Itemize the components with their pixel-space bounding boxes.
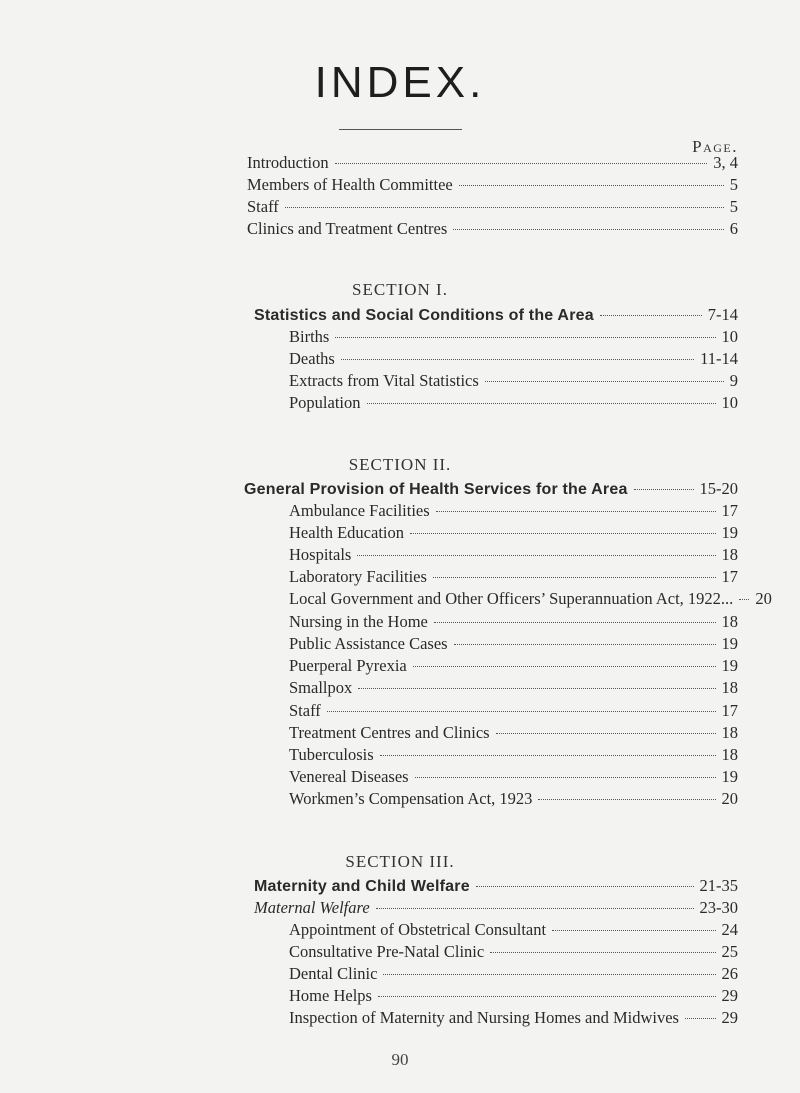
index-entry bbox=[247, 218, 738, 240]
entry-page: 5 bbox=[729, 175, 738, 194]
entry-page: 17 bbox=[721, 701, 738, 720]
dot-leader bbox=[454, 643, 716, 645]
entry-page: 20 bbox=[721, 789, 738, 808]
entry-label: Hospitals bbox=[289, 545, 352, 564]
dot-leader bbox=[335, 162, 708, 164]
entry-page: 11-14 bbox=[700, 349, 738, 368]
entry-label: Staff bbox=[289, 701, 321, 720]
index-entry bbox=[289, 522, 738, 544]
entry-label: Population bbox=[289, 393, 361, 412]
dot-leader bbox=[434, 621, 716, 623]
entry-page: 18 bbox=[721, 545, 738, 564]
index-entry bbox=[289, 788, 738, 810]
index-entry bbox=[289, 326, 738, 348]
entry-label: Extracts from Vital Statistics bbox=[289, 371, 479, 390]
entry-label: Local Government and Other Officers’ Superannuation Act, 1922... bbox=[289, 589, 734, 608]
index-entry bbox=[289, 348, 738, 370]
entry-label: Workmen’s Compensation Act, 1923 bbox=[289, 789, 533, 808]
entry-page: 21-35 bbox=[699, 876, 738, 895]
entry-page: 20 bbox=[755, 589, 772, 608]
entry-page: 17 bbox=[721, 501, 738, 520]
entry-page: 18 bbox=[721, 612, 738, 631]
dot-leader bbox=[380, 754, 716, 756]
index-entry bbox=[289, 611, 738, 633]
index-entry bbox=[289, 941, 738, 963]
entry-page: 10 bbox=[721, 393, 738, 412]
entry-page: 18 bbox=[721, 723, 738, 742]
page-title: INDEX. bbox=[314, 58, 486, 107]
dot-leader bbox=[453, 228, 723, 230]
dot-leader bbox=[378, 995, 716, 997]
entry-label: Treatment Centres and Clinics bbox=[289, 723, 490, 742]
entry-page: 23-30 bbox=[699, 898, 738, 917]
entry-label: Members of Health Committee bbox=[247, 175, 453, 194]
section-heading: SECTION II. bbox=[348, 455, 452, 474]
dot-leader bbox=[600, 314, 702, 316]
index-entry bbox=[289, 744, 738, 766]
page-number: 90 bbox=[391, 1050, 409, 1069]
dot-leader bbox=[433, 576, 716, 578]
index-entry bbox=[254, 897, 738, 919]
dot-leader bbox=[415, 776, 716, 778]
entry-label: Home Helps bbox=[289, 986, 372, 1005]
entry-label: Venereal Diseases bbox=[289, 767, 409, 786]
section-heading: SECTION I. bbox=[352, 280, 448, 299]
index-entry bbox=[244, 478, 738, 500]
page-column-header: Page. bbox=[692, 137, 738, 156]
index-entry bbox=[289, 544, 738, 566]
index-entry bbox=[289, 985, 738, 1007]
index-entry bbox=[289, 766, 738, 788]
index-entry bbox=[289, 700, 738, 722]
entry-page: 10 bbox=[721, 327, 738, 346]
index-entry bbox=[289, 919, 738, 941]
entry-label: Tuberculosis bbox=[289, 745, 374, 764]
dot-leader bbox=[552, 929, 715, 931]
dot-leader bbox=[634, 488, 694, 490]
dot-leader bbox=[383, 973, 715, 975]
index-entry bbox=[289, 588, 772, 610]
entry-page: 15-20 bbox=[699, 479, 738, 498]
entry-label: Maternity and Child Welfare bbox=[254, 878, 470, 895]
entry-label: Staff bbox=[247, 197, 279, 216]
entry-label: Nursing in the Home bbox=[289, 612, 428, 631]
index-entry bbox=[247, 196, 738, 218]
entry-page: 25 bbox=[721, 942, 738, 961]
entry-label: Births bbox=[289, 327, 330, 346]
entry-label: Clinics and Treatment Centres bbox=[247, 219, 448, 238]
dot-leader bbox=[459, 184, 724, 186]
dot-leader bbox=[367, 402, 716, 404]
index-entry bbox=[289, 392, 738, 414]
dot-leader bbox=[376, 907, 694, 909]
entry-label: Ambulance Facilities bbox=[289, 501, 430, 520]
entry-page: 19 bbox=[721, 523, 738, 542]
dot-leader bbox=[341, 358, 694, 360]
index-entry bbox=[289, 566, 738, 588]
entry-label: Laboratory Facilities bbox=[289, 567, 427, 586]
entry-page: 9 bbox=[729, 371, 738, 390]
dot-leader bbox=[413, 665, 716, 667]
dot-leader bbox=[496, 732, 716, 734]
title-rule bbox=[339, 129, 462, 130]
index-entry bbox=[254, 875, 738, 897]
index-entry bbox=[289, 500, 738, 522]
dot-leader bbox=[285, 206, 724, 208]
dot-leader bbox=[485, 380, 724, 382]
index-entry bbox=[289, 633, 738, 655]
index-entry bbox=[247, 174, 738, 196]
dot-leader bbox=[490, 951, 715, 953]
index-entry bbox=[289, 1007, 738, 1029]
index-entry bbox=[254, 304, 738, 326]
entry-page: 29 bbox=[721, 986, 738, 1005]
entry-label: Appointment of Obstetrical Consultant bbox=[289, 920, 547, 939]
dot-leader bbox=[476, 885, 694, 887]
entry-label: Dental Clinic bbox=[289, 964, 378, 983]
section-heading: SECTION III. bbox=[345, 852, 455, 871]
index-entry bbox=[289, 370, 738, 392]
entry-page: 19 bbox=[721, 634, 738, 653]
entry-page: 18 bbox=[721, 678, 738, 697]
entry-label: Deaths bbox=[289, 349, 335, 368]
entry-label: Inspection of Maternity and Nursing Homes and Midwives bbox=[289, 1008, 679, 1027]
dot-leader bbox=[327, 710, 716, 712]
entry-page: 29 bbox=[721, 1008, 738, 1027]
entry-label: Consultative Pre-Natal Clinic bbox=[289, 942, 485, 961]
entry-page: 26 bbox=[721, 964, 738, 983]
entry-page: 19 bbox=[721, 656, 738, 675]
entry-label: Statistics and Social Conditions of the Area bbox=[254, 307, 594, 324]
entry-label: Introduction bbox=[247, 153, 329, 172]
entry-page: 6 bbox=[729, 219, 738, 238]
dot-leader bbox=[685, 1017, 716, 1019]
entry-page: 5 bbox=[729, 197, 738, 216]
entry-page: 24 bbox=[721, 920, 738, 939]
index-entry bbox=[289, 677, 738, 699]
entry-page: 18 bbox=[721, 745, 738, 764]
index-entry bbox=[289, 963, 738, 985]
dot-leader bbox=[335, 336, 715, 338]
index-entry bbox=[289, 722, 738, 744]
index-entry bbox=[289, 655, 738, 677]
entry-page: 7-14 bbox=[707, 305, 738, 324]
entry-label: Smallpox bbox=[289, 678, 353, 697]
dot-leader bbox=[357, 554, 715, 556]
entry-label: Maternal Welfare bbox=[254, 898, 370, 917]
dot-leader bbox=[436, 510, 716, 512]
entry-label: General Provision of Health Services for the Area bbox=[244, 481, 628, 498]
entry-page: 3, 4 bbox=[713, 153, 738, 172]
entry-page: 19 bbox=[721, 767, 738, 786]
dot-leader bbox=[739, 598, 749, 600]
dot-leader bbox=[410, 532, 715, 534]
entry-page: 17 bbox=[721, 567, 738, 586]
entry-label: Puerperal Pyrexia bbox=[289, 656, 407, 675]
dot-leader bbox=[538, 798, 715, 800]
entry-label: Public Assistance Cases bbox=[289, 634, 448, 653]
index-entry bbox=[247, 152, 738, 174]
dot-leader bbox=[358, 687, 715, 689]
entry-label: Health Education bbox=[289, 523, 405, 542]
